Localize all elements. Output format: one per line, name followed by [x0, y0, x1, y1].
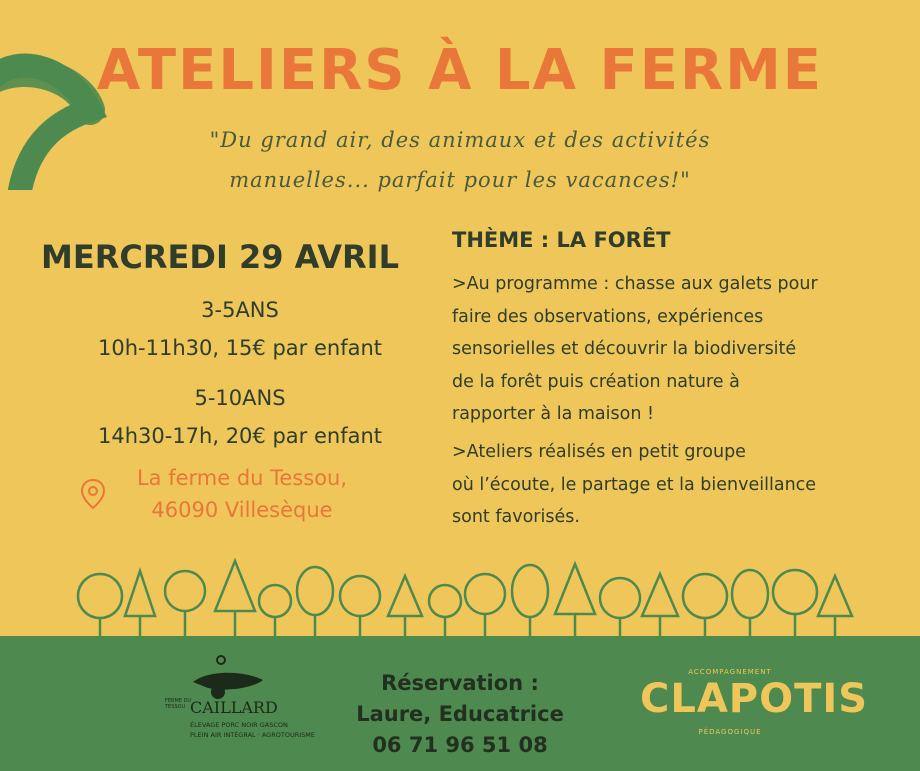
location-line-1: La ferme du Tessou,: [136, 466, 348, 490]
farm-logo-tagline-1: ÉLEVAGE PORC NOIR GASCON: [190, 721, 288, 729]
partner-logo: CLAPOTIS: [640, 676, 869, 722]
reservation-phone: 06 71 96 51 08: [372, 733, 548, 757]
partner-logo-top: ACCOMPAGNEMENT: [688, 668, 772, 676]
workshop-line: où l’écoute, le partage et la bienveillance: [452, 474, 817, 495]
program-line: de la forêt puis création nature à: [452, 371, 740, 392]
program-line: rapporter à la maison !: [452, 404, 654, 424]
farm-logo-tagline-2: PLEIN AIR INTÉGRAL · AGROTOURISME: [190, 731, 315, 739]
reservation-block: [330, 668, 590, 761]
quote-line-2: manuelles... parfait pour les vacances!": [229, 168, 691, 192]
location-address: [112, 462, 372, 526]
tree-illustration: [60, 556, 860, 646]
partner-logo-bottom: PÉDAGOGIQUE: [698, 728, 762, 736]
tagline-quote: [130, 120, 790, 200]
age-group-2-details: 14h30-17h, 20€ par enfant: [97, 424, 382, 448]
workshop-line: sont favorisés.: [452, 507, 580, 527]
program-line: sensorielles et découvrir la biodiversité: [452, 339, 797, 359]
program-paragraph: [452, 268, 892, 431]
pig-icon: [188, 652, 278, 700]
location-line-2: 46090 Villesèque: [151, 498, 333, 522]
age-group-1-details: 10h-11h30, 15€ par enfant: [97, 336, 382, 360]
farm-logo-name: CAILLARD: [190, 698, 278, 717]
program-line: faire des observations, expériences: [452, 306, 764, 327]
age-group-2: 5-10ANS: [194, 386, 286, 410]
age-group-1: 3-5ANS: [201, 298, 279, 322]
workshop-line: >Ateliers réalisés en petit groupe: [452, 442, 746, 462]
theme-heading: THÈME : LA FORÊT: [452, 228, 671, 252]
reservation-contact: Laure, Educatrice: [356, 702, 564, 726]
location-pin-icon: [80, 478, 106, 510]
program-line: >Au programme : chasse aux galets pour: [452, 274, 818, 294]
quote-line-1: "Du grand air, des animaux et des activités: [209, 128, 711, 152]
workshop-paragraph: [452, 436, 892, 534]
farm-logo-small: FERME DU TESSOU: [165, 698, 192, 710]
reservation-label: Réservation :: [381, 671, 539, 695]
event-date: MERCREDI 29 AVRIL: [41, 238, 399, 276]
page-title: ATELIERS À LA FERME: [96, 38, 824, 103]
